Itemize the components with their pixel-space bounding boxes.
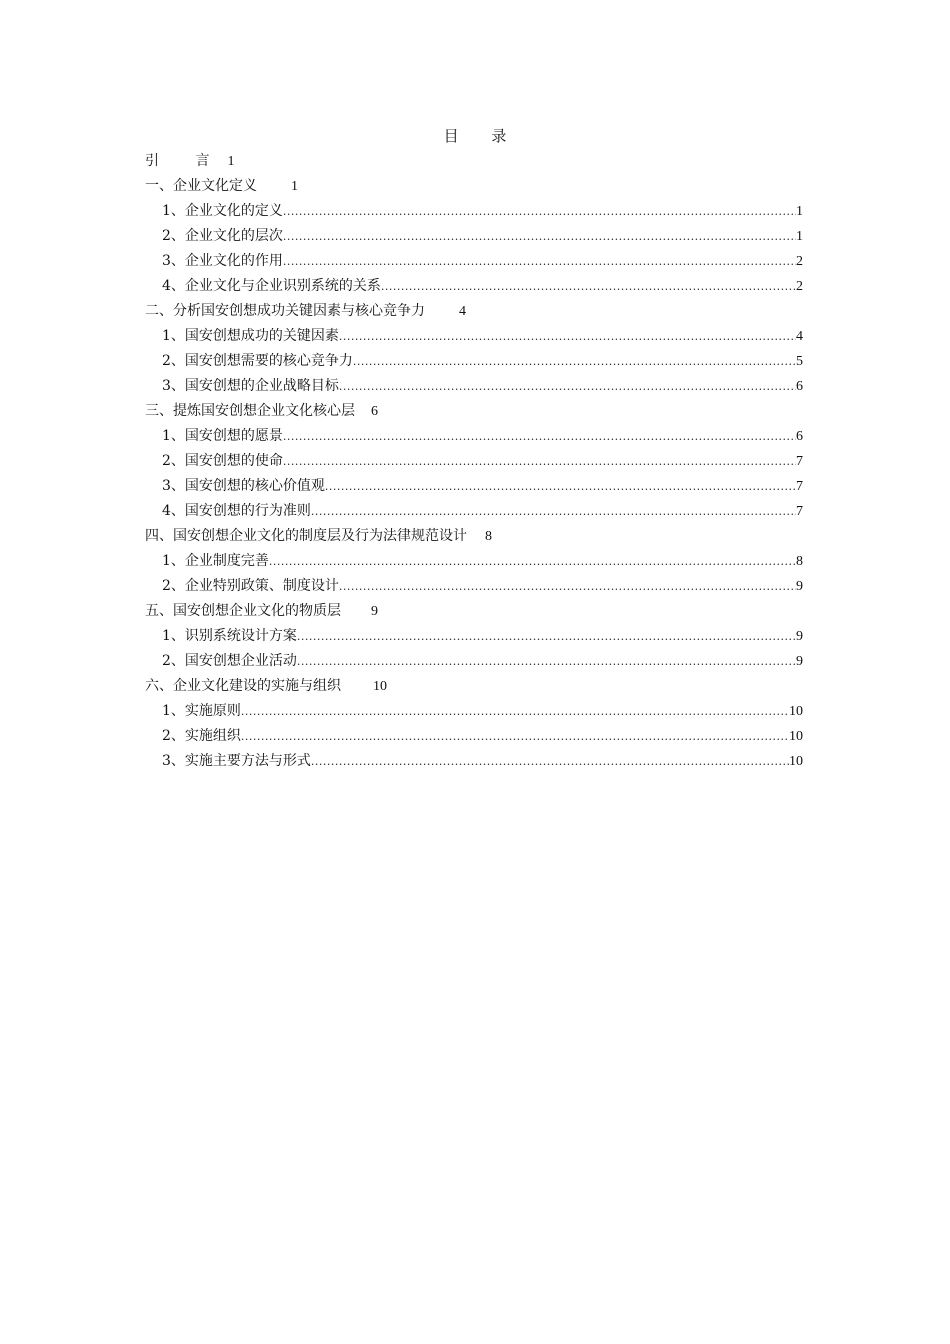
toc-section-entry[interactable] xyxy=(162,476,803,496)
toc-section-entry[interactable] xyxy=(162,576,803,596)
toc-chapter-entry[interactable] xyxy=(145,601,378,621)
toc-section-entry[interactable] xyxy=(162,351,803,371)
toc-entry-label: 2、国安创想的使命 xyxy=(162,453,283,469)
toc-entry-label: 3、实施主要方法与形式 xyxy=(162,753,311,769)
toc-entry-label: 2、企业文化的层次 xyxy=(162,228,283,244)
toc-section-entry[interactable] xyxy=(162,276,803,296)
toc-entry-page: 1 xyxy=(796,204,803,219)
toc-entry-page: 2 xyxy=(796,254,803,269)
toc-section-entry[interactable] xyxy=(162,251,803,271)
toc-section-entry[interactable] xyxy=(162,501,803,521)
dot-leader xyxy=(325,477,796,497)
dot-leader xyxy=(283,427,796,447)
toc-entry-label: 1、国安创想成功的关键因素 xyxy=(162,328,339,344)
toc-entry-page: 10 xyxy=(789,729,803,744)
toc-section-entry[interactable] xyxy=(162,426,803,446)
toc-entry-label: 1、国安创想的愿景 xyxy=(162,428,283,444)
toc-entry-page: 6 xyxy=(371,404,378,419)
dot-leader xyxy=(241,727,789,747)
toc-entry-page: 9 xyxy=(371,604,378,619)
toc-entry-label: 2、国安创想企业活动 xyxy=(162,653,297,669)
toc-entry-label: 五、国安创想企业文化的物质层 xyxy=(145,603,341,619)
dot-leader xyxy=(283,252,796,272)
toc-entry-page: 10 xyxy=(373,679,387,694)
toc-entry-page: 4 xyxy=(796,329,803,344)
toc-entry-label: 2、国安创想需要的核心竞争力 xyxy=(162,353,353,369)
toc-entry-page: 6 xyxy=(796,429,803,444)
toc-entry-page: 1 xyxy=(796,229,803,244)
toc-title: 目 录 xyxy=(443,127,521,145)
toc-section-entry[interactable] xyxy=(162,751,803,771)
dot-leader xyxy=(283,452,796,472)
dot-leader xyxy=(297,652,796,672)
toc-entry-page: 9 xyxy=(796,579,803,594)
toc-section-entry[interactable] xyxy=(162,651,803,671)
toc-section-entry[interactable] xyxy=(162,626,803,646)
dot-leader xyxy=(381,277,796,297)
toc-entry-label: 1、实施原则 xyxy=(162,703,241,719)
dot-leader xyxy=(311,752,789,772)
toc-entry-label: 三、提炼国安创想企业文化核心层 xyxy=(145,403,355,419)
toc-entry-label: 二、分析国安创想成功关键因素与核心竞争力 xyxy=(145,303,425,319)
toc-section-entry[interactable] xyxy=(162,451,803,471)
toc-entry-page: 8 xyxy=(485,529,492,544)
dot-leader xyxy=(339,577,796,597)
dot-leader xyxy=(283,202,796,222)
toc-section-entry[interactable] xyxy=(162,226,803,246)
dot-leader xyxy=(269,552,796,572)
toc-section-entry[interactable] xyxy=(162,326,803,346)
toc-chapter-entry[interactable] xyxy=(145,676,387,696)
toc-entry-page: 7 xyxy=(796,454,803,469)
dot-leader xyxy=(339,377,796,397)
toc-chapter-entry[interactable] xyxy=(145,151,234,171)
toc-entry-page: 5 xyxy=(796,354,803,369)
toc-section-entry[interactable] xyxy=(162,551,803,571)
toc-chapter-entry[interactable] xyxy=(145,301,466,321)
toc-chapter-entry[interactable] xyxy=(145,401,378,421)
toc-entry-label: 4、企业文化与企业识别系统的关系 xyxy=(162,278,381,294)
toc-entry-page: 9 xyxy=(796,629,803,644)
toc-section-entry[interactable] xyxy=(162,201,803,221)
toc-entry-label: 4、国安创想的行为准则 xyxy=(162,503,311,519)
toc-entry-page: 4 xyxy=(459,304,466,319)
dot-leader xyxy=(297,627,796,647)
toc-entry-page: 1 xyxy=(291,179,298,194)
toc-entry-label: 3、国安创想的核心价值观 xyxy=(162,478,325,494)
dot-leader xyxy=(311,502,796,522)
toc-entry-page: 1 xyxy=(227,154,235,169)
toc-entry-page: 10 xyxy=(789,754,803,769)
toc-entry-label: 六、企业文化建设的实施与组织 xyxy=(145,678,341,694)
dot-leader xyxy=(353,352,796,372)
toc-entry-label: 3、国安创想的企业战略目标 xyxy=(162,378,339,394)
toc-entry-page: 10 xyxy=(789,704,803,719)
toc-entry-label: 一、企业文化定义 xyxy=(145,178,257,194)
toc-section-entry[interactable] xyxy=(162,726,803,746)
toc-entry-label: 1、企业文化的定义 xyxy=(162,203,283,219)
toc-entry-page: 8 xyxy=(796,554,803,569)
toc-entry-label: 引 言 xyxy=(145,153,226,169)
toc-entry-page: 9 xyxy=(796,654,803,669)
toc-entry-label: 3、企业文化的作用 xyxy=(162,253,283,269)
toc-entry-page: 6 xyxy=(796,379,803,394)
toc-chapter-entry[interactable] xyxy=(145,526,492,546)
toc-entry-label: 1、识别系统设计方案 xyxy=(162,628,297,644)
dot-leader xyxy=(241,702,789,722)
dot-leader xyxy=(283,227,796,247)
toc-chapter-entry[interactable] xyxy=(145,176,298,196)
toc-entry-page: 7 xyxy=(796,504,803,519)
toc-section-entry[interactable] xyxy=(162,376,803,396)
toc-entry-page: 2 xyxy=(796,279,803,294)
dot-leader xyxy=(339,327,796,347)
toc-entry-label: 四、国安创想企业文化的制度层及行为法律规范设计 xyxy=(145,528,467,544)
toc-section-entry[interactable] xyxy=(162,701,803,721)
toc-entry-label: 2、企业特别政策、制度设计 xyxy=(162,578,339,594)
toc-entry-page: 7 xyxy=(796,479,803,494)
toc-entry-label: 1、企业制度完善 xyxy=(162,553,269,569)
toc-entry-label: 2、实施组织 xyxy=(162,728,241,744)
